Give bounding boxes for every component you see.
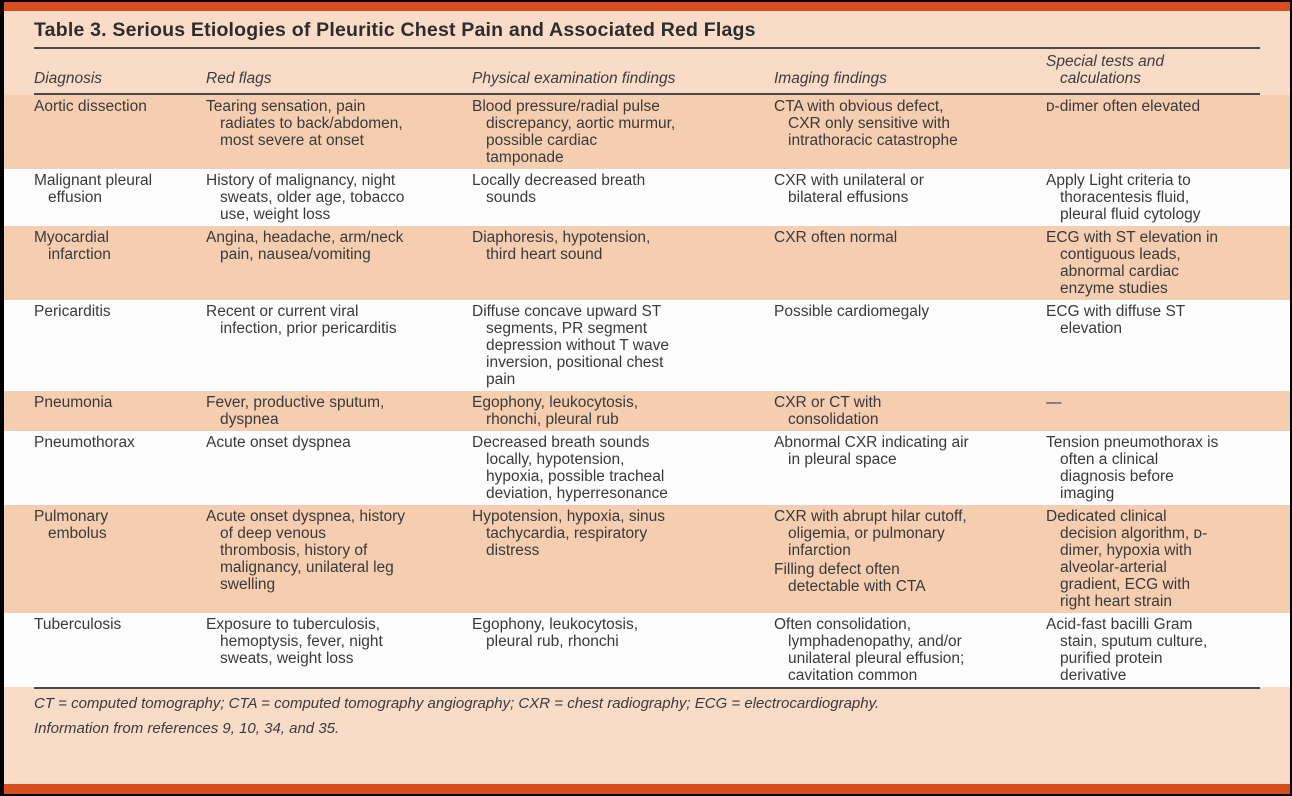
row-aortic-dissection (4, 95, 1290, 169)
cell-imaging-findings: Abnormal CXR indicating air in pleural space (774, 434, 969, 468)
cell-red-flags: Fever, productive sputum, dyspnea (206, 394, 385, 428)
cell-imaging-findings: Possible cardiomegaly (774, 303, 930, 320)
row-pericarditis (4, 300, 1290, 391)
cell-imaging-findings: Often consolidation, lymphadenopathy, and/or unilateral pleural effusion; cavitation common (774, 616, 965, 684)
table-title: Table 3. Serious Etiologies of Pleuritic Chest Pain and Associated Red Flags (34, 19, 756, 41)
row-pneumonia (4, 391, 1290, 431)
cell-physical-findings: Blood pressure/radial pulse discrepancy, aortic murmur, possible cardiac tamponade (472, 98, 676, 166)
row-pneumothorax (4, 431, 1290, 505)
cell-imaging-findings (774, 508, 972, 610)
cell-physical-findings: Decreased breath sounds locally, hypotension, hypoxia, possible tracheal deviation, hyperresonance (472, 434, 668, 502)
column-header-diagnosis: Diagnosis (34, 70, 103, 87)
row-malignant-pleural-effusion (4, 169, 1290, 226)
column-header-physical-findings: Physical examination findings (472, 70, 676, 87)
cell-red-flags: Acute onset dyspnea (206, 434, 351, 451)
row-pulmonary-embolus (4, 505, 1290, 613)
cell-special-tests: — (1046, 394, 1062, 411)
cell-physical-findings: Egophony, leukocytosis, rhonchi, pleural rub (472, 394, 639, 428)
source-note: Information from references 9, 10, 34, and 35. (34, 720, 340, 737)
cell-physical-findings: Egophony, leukocytosis, pleural rub, rhonchi (472, 616, 639, 650)
column-header-red-flags: Red flags (206, 70, 272, 87)
cell-physical-findings: Locally decreased breath sounds (472, 172, 646, 206)
row-myocardial-infarction (4, 226, 1290, 300)
table-header-row (4, 49, 1290, 93)
title-block (4, 11, 1290, 42)
imaging-paragraph-2: Filling defect often detectable with CTA (774, 561, 926, 595)
cell-diagnosis: Pericarditis (34, 303, 111, 320)
cell-diagnosis: Aortic dissection (34, 98, 147, 115)
cell-special-tests: Dedicated clinical decision algorithm, ᴅ-dimer, hypoxia with alveolar-arterial gradient, ECG with right heart strain (1046, 508, 1208, 610)
column-header-imaging-findings: Imaging findings (774, 70, 887, 87)
top-accent-bar (4, 2, 1290, 11)
cell-red-flags: History of malignancy, night sweats, older age, tobacco use, weight loss (206, 172, 405, 223)
column-header-special-tests: Special tests and calculations (1046, 53, 1165, 87)
cell-physical-findings: Diffuse concave upward ST segments, PR segment depression without T wave inversion, positional chest pain (472, 303, 669, 388)
table-footnotes (4, 689, 1290, 744)
cell-red-flags: Angina, headache, arm/neck pain, nausea/vomiting (206, 229, 404, 263)
cell-diagnosis: Pneumonia (34, 394, 113, 411)
cell-red-flags: Exposure to tuberculosis, hemoptysis, fever, night sweats, weight loss (206, 616, 383, 667)
cell-special-tests: ECG with ST elevation in contiguous leads, abnormal cardiac enzyme studies (1046, 229, 1219, 297)
cell-red-flags: Acute onset dyspnea, history of deep venous thrombosis, history of malignancy, unilateral leg swelling (206, 508, 406, 593)
cell-special-tests: Apply Light criteria to thoracentesis fluid, pleural fluid cytology (1046, 172, 1201, 223)
cell-physical-findings: Diaphoresis, hypotension, third heart sound (472, 229, 651, 263)
cell-imaging-findings: CTA with obvious defect, CXR only sensitive with intrathoracic catastrophe (774, 98, 958, 149)
imaging-paragraph-1: CXR with abrupt hilar cutoff, oligemia, or pulmonary infarction (774, 508, 967, 559)
table-body (4, 95, 1290, 687)
cell-diagnosis: Pulmonary embolus (34, 508, 109, 542)
cell-diagnosis: Myocardial infarction (34, 229, 111, 263)
cell-diagnosis: Tuberculosis (34, 616, 122, 633)
cell-diagnosis: Pneumothorax (34, 434, 135, 451)
abbreviations-note: CT = computed tomography; CTA = computed tomography angiography; CXR = chest radiography; ECG = electrocardiography. (34, 695, 880, 712)
cell-physical-findings: Hypotension, hypoxia, sinus tachycardia, respiratory distress (472, 508, 666, 559)
cell-special-tests: ᴅ-dimer often elevated (1046, 98, 1201, 115)
row-tuberculosis (4, 613, 1290, 687)
cell-imaging-findings: CXR with unilateral or bilateral effusions (774, 172, 924, 206)
cell-imaging-findings: CXR or CT with consolidation (774, 394, 882, 428)
cell-imaging-findings: CXR often normal (774, 229, 898, 246)
cell-special-tests: Acid-fast bacilli Gram stain, sputum culture, purified protein derivative (1046, 616, 1208, 684)
cell-red-flags: Tearing sensation, pain radiates to back/abdomen, most severe at onset (206, 98, 403, 149)
cell-special-tests: ECG with diffuse ST elevation (1046, 303, 1185, 337)
bottom-accent-bar (4, 784, 1290, 794)
cell-red-flags: Recent or current viral infection, prior pericarditis (206, 303, 397, 337)
cell-diagnosis: Malignant pleural effusion (34, 172, 153, 206)
cell-special-tests: Tension pneumothorax is often a clinical diagnosis before imaging (1046, 434, 1219, 502)
